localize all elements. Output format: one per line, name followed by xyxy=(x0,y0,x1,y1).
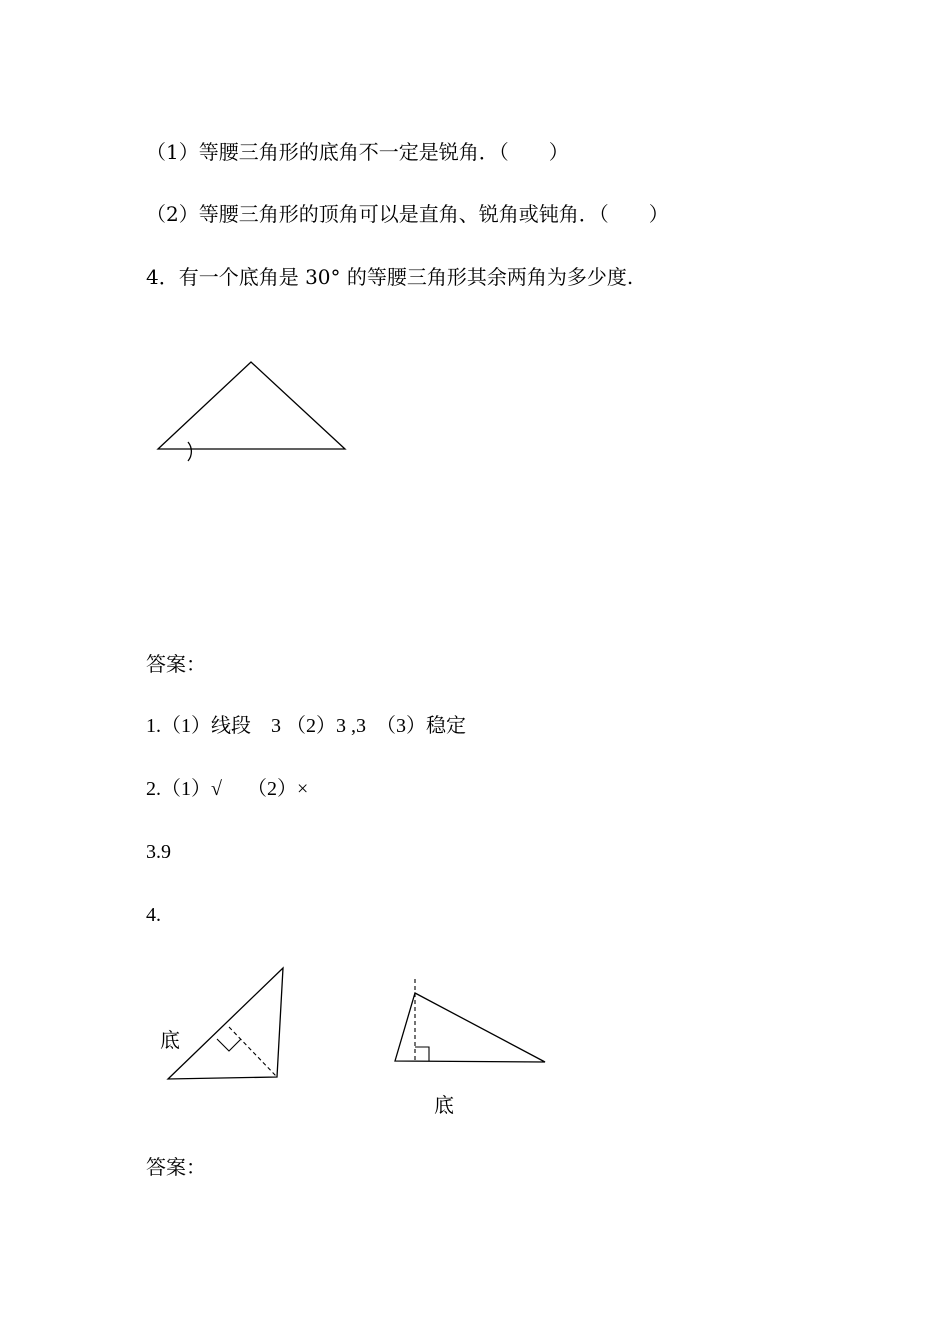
question-4: 4．有一个底角是 30° 的等腰三角形其余两角为多少度. xyxy=(146,265,634,289)
answers-heading-2: 答案： xyxy=(146,1155,206,1179)
left-triangle-outline xyxy=(168,968,283,1079)
base-angle-arc xyxy=(188,442,191,461)
question-3-item-1: （1）等腰三角形的底角不一定是锐角．（ ） xyxy=(146,140,569,164)
answer-1: 1.（1）线段 3 （2）3 ,3 （3）稳定 xyxy=(146,715,466,737)
answers-heading: 答案： xyxy=(146,652,206,676)
triangle-height-figure-left xyxy=(160,960,300,1090)
triangle-height-figure-right xyxy=(390,975,555,1070)
left-right-angle-mark xyxy=(217,1039,241,1051)
answer-4: 4. xyxy=(146,904,161,926)
answer-2: 2.（1）√ （2）× xyxy=(146,778,309,800)
isosceles-triangle-figure xyxy=(150,355,360,470)
question-3-item-2: （2）等腰三角形的顶角可以是直角、锐角或钝角．（ ） xyxy=(146,202,669,226)
base-label-right: 底 xyxy=(434,1093,454,1117)
right-triangle-outline xyxy=(395,993,545,1062)
base-label-left: 底 xyxy=(160,1028,180,1052)
right-right-angle-mark xyxy=(415,1047,429,1061)
triangle-outline xyxy=(158,362,345,449)
left-height-dashed xyxy=(229,1027,277,1077)
answer-3: 3.9 xyxy=(146,841,171,863)
